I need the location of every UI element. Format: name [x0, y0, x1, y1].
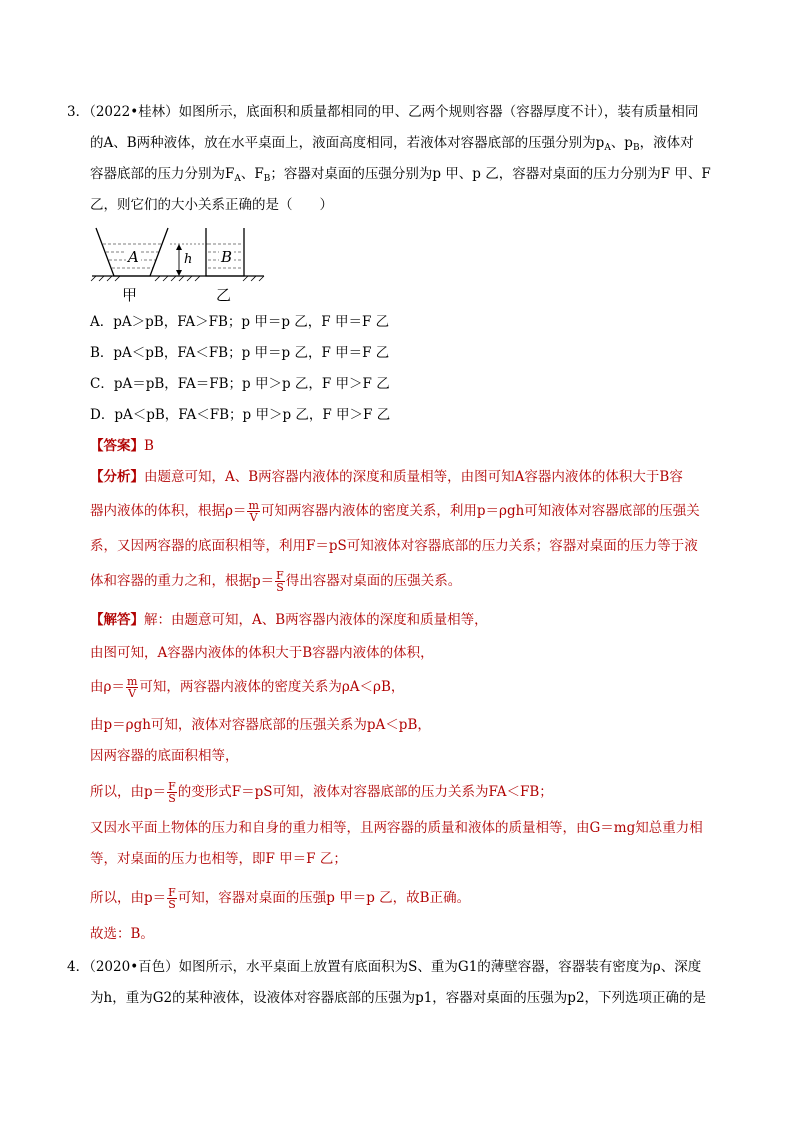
fraction-m-over-v-2: $\frac{m}{V}$	[126, 675, 138, 700]
q3-line-1: 3．（2022•桂林）如图所示，底面积和质量都相同的甲、乙两个规则容器（容器厚度不计），装有质量相同	[67, 104, 699, 120]
fraction-f-over-s-2: $\frac{F}{S}$	[168, 780, 176, 805]
answer-line	[90, 436, 154, 456]
solution-line-10: 故选：B。	[90, 926, 154, 942]
q3-line-4: 乙，则它们的大小关系正确的是（ ）	[90, 197, 333, 213]
analysis-line-3: 系，又因两容器的底面积相等，利用F＝pS可知液体对容器底部的压力关系；容器对桌面的压力等于液	[90, 538, 698, 554]
label-h: h	[184, 252, 193, 267]
q4-line-2: 为h，重为G2的某种液体，设液体对容器底部的压强为p1，容器对桌面的压强为p2，下列选项正确的是	[90, 990, 707, 1006]
answer-value: B	[144, 438, 154, 454]
q4-line-1: 4．（2020•百色）如图所示，水平桌面上放置有底面积为S、重为G1的薄壁容器，容器装有密度为ρ、深度	[67, 959, 702, 975]
fraction-f-over-s: $\frac{F}{S}$	[276, 569, 284, 594]
option-c: C．pA＝pB，FA＝FB；p 甲＞p 乙，F 甲＞F 乙	[90, 376, 390, 392]
container-diagram-svg	[88, 222, 268, 306]
option-b: B．pA＜pB，FA＜FB；p 甲＝p 乙，F 甲＝F 乙	[90, 345, 390, 361]
option-a: A．pA＞pB，FA＞FB；p 甲＝p 乙，F 甲＝F 乙	[90, 314, 390, 330]
analysis-tag: 【分析】	[90, 469, 144, 485]
answer-tag: 【答案】	[90, 438, 144, 454]
label-a: A	[128, 248, 139, 266]
solution-line-2: 由图可知，A容器内液体的体积大于B容器内液体的体积，	[90, 645, 434, 661]
solution-line-6: 所以，由p＝ $\frac{F}{S}$ 的变形式F＝pS可知，液体对容器底部的压力关系为FA＜FB；	[90, 780, 553, 805]
solution-line-3: 由ρ＝ $\frac{m}{V}$ 可知，两容器内液体的密度关系为ρA＜ρB，	[90, 675, 405, 700]
q3-line-2: 的A、B两种液体，放在水平桌面上，液面高度相同，若液体对容器底部的压强分别为$p_A$、$p_B$，液体对	[90, 135, 694, 153]
solution-line-9: 所以，由p＝ $\frac{F}{S}$ 可知，容器对桌面的压强p 甲＝p 乙，故B正确。	[90, 886, 471, 911]
solution-line-4: 由p＝ρgh可知，液体对容器底部的压强关系为pA＜pB，	[90, 717, 431, 733]
analysis-line-1: 【分析】由题意可知，A、B两容器内液体的深度和质量相等，由图可知A容器内液体的体积大于B容	[90, 469, 683, 485]
solution-line-5: 因两容器的底面积相等，	[90, 748, 239, 764]
container-diagram	[88, 222, 268, 306]
q3-line-3: 容器底部的压力分别为$F_A$、$F_B$；容器对桌面的压强分别为p 甲、p 乙，容器对桌面的压力分别为F 甲、F	[90, 166, 711, 184]
analysis-line-4: 体和容器的重力之和，根据p＝ $\frac{F}{S}$ 得出容器对桌面的压强关系。	[90, 569, 462, 594]
solution-line-7: 又因水平面上物体的压力和自身的重力相等，且两容器的质量和液体的质量相等，由G＝mg知总重力相	[90, 820, 703, 836]
solution-tag: 【解答】	[90, 612, 144, 628]
solution-line-1: 【解答】解：由题意可知，A、B两容器内液体的深度和质量相等，	[90, 612, 488, 628]
analysis-line-2: 器内液体的体积，根据ρ＝ $\frac{m}{V}$ 可知两容器内液体的密度关系，利用p＝ρgh可知液体对容器底部的压强关	[90, 499, 700, 524]
fraction-f-over-s-3: $\frac{F}{S}$	[168, 886, 176, 911]
fraction-m-over-v: $\frac{m}{V}$	[248, 499, 259, 524]
solution-line-8: 等，对桌面的压力也相等，即F 甲＝F 乙；	[90, 851, 347, 867]
label-b: B	[221, 248, 233, 266]
option-d: D．pA＜pB，FA＜FB；p 甲＞p 乙，F 甲＞F 乙	[90, 407, 391, 423]
label-yi: 乙	[216, 286, 232, 304]
label-jia: 甲	[122, 286, 138, 304]
